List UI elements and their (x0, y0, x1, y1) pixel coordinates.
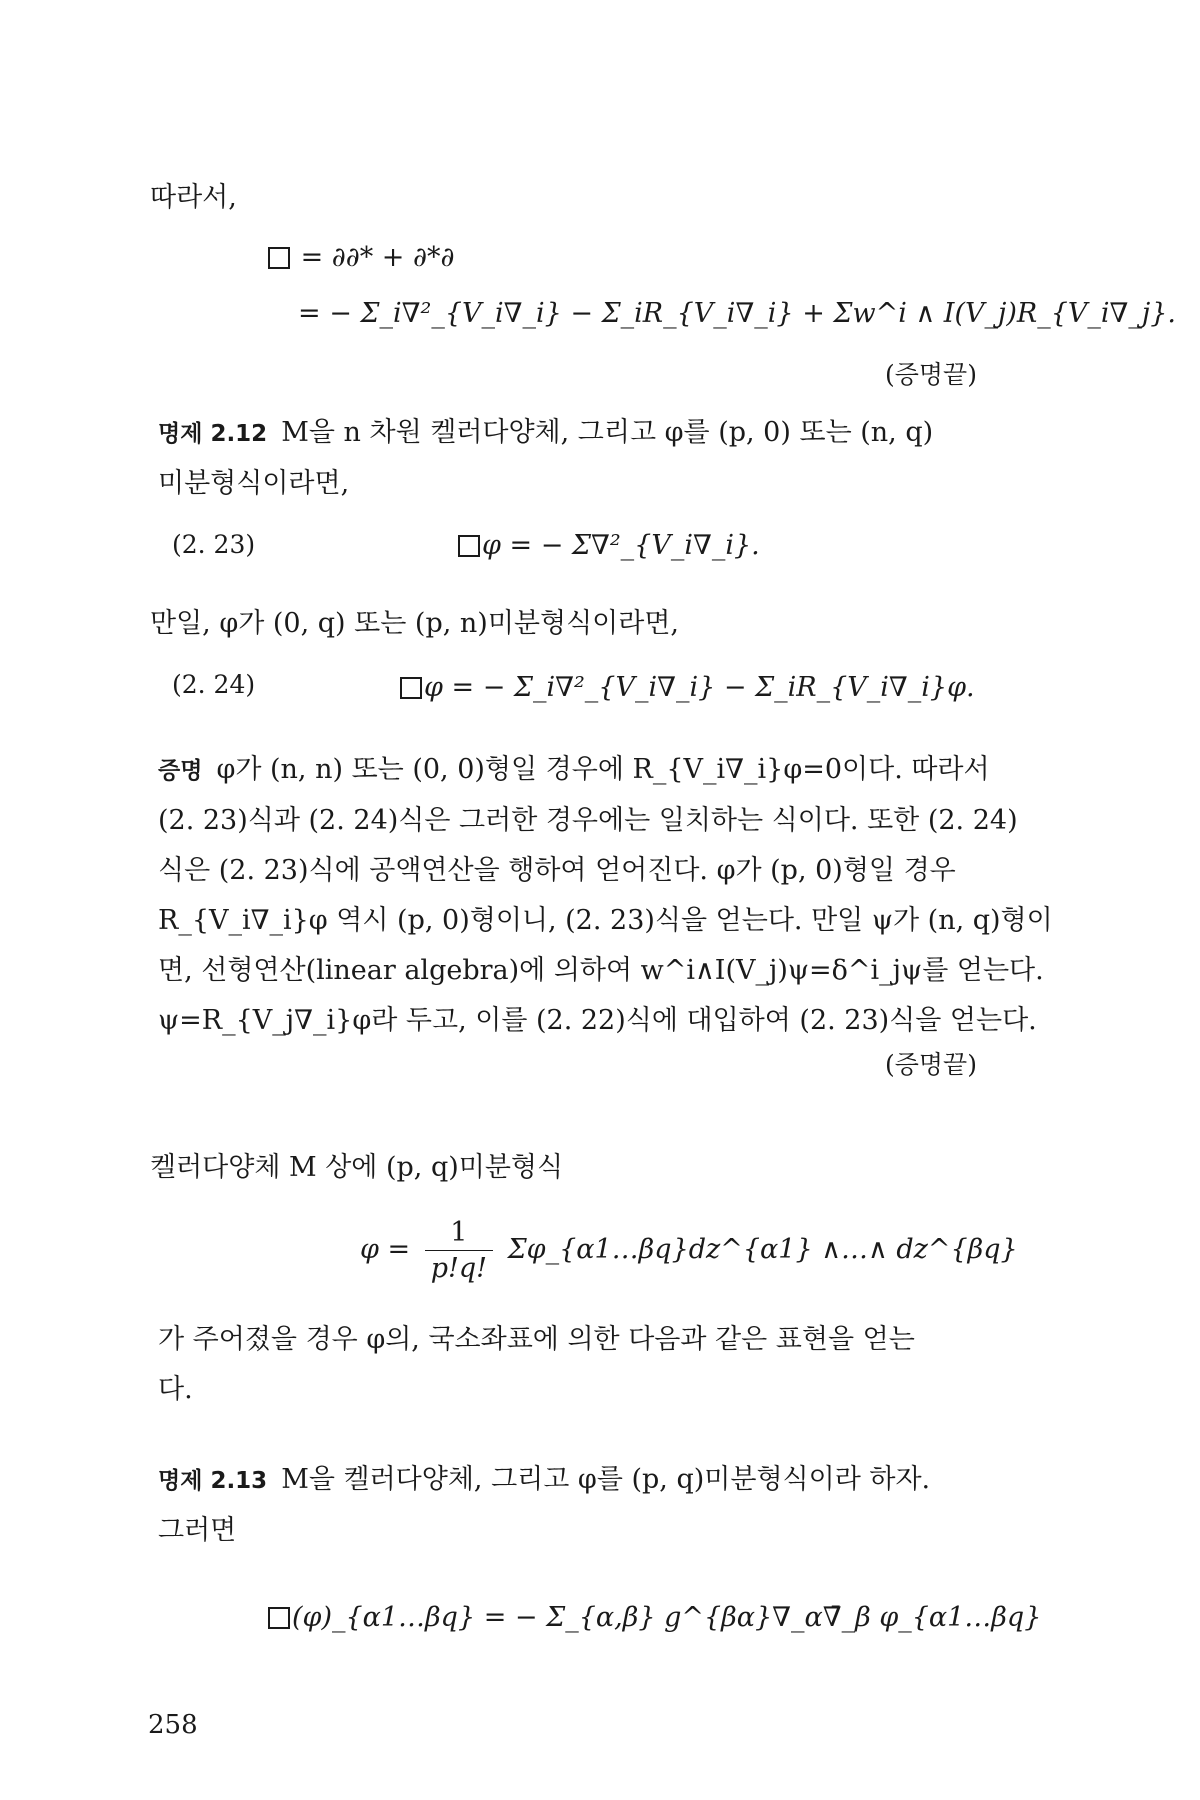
differential-form-definition: φ = $\frac{1}{p!q!}$ Σφ_{α1…βq}dz^{α1} ∧…∧ dz^{βq} (360, 1215, 1018, 1286)
box-operator-icon (268, 1607, 290, 1629)
proposition-2-12 (158, 408, 1028, 509)
given-text: 가 주어졌을 경우 φ의, 국소좌표에 의한 다음과 같은 표현을 얻는 다. (158, 1324, 915, 1405)
proposition-text-cont: 미분형식이라면, (158, 468, 350, 499)
qed-mark-1: (증명끝) (885, 360, 977, 389)
equation-number-2-23: (2. 23) (172, 530, 256, 559)
proposition-2-13: 명제 2.13 M을 켈러다양체, 그리고 φ를 (p, q)미분형식이라 하자. 그러면 (158, 1464, 931, 1546)
laplacian-equation-1: = ∂∂* + ∂*∂ (268, 240, 454, 275)
conditional-text: 만일, φ가 (0, q) 또는 (p, n)미분형식이라면, (150, 608, 679, 639)
proposition-label: 명제 2.13 (158, 1468, 268, 1494)
qed-mark-2: (증명끝) (885, 1050, 977, 1079)
local-coordinate-laplacian: (φ)_{α1…βq} = − Σ_{α,β} g^{βα}∇_α∇̄_β φ_{α1…βq} (268, 1600, 1041, 1635)
box-operator-icon (458, 535, 480, 557)
equation-2-24: φ = − Σ_i∇²_{V_i∇_i} − Σ_iR_{V_i∇_i}φ. (400, 670, 975, 705)
intro-text: 따라서, (150, 182, 237, 213)
proposition-text: M을 n 차원 켈러다양체, 그리고 φ를 (p, 0) 또는 (n, q) (281, 417, 934, 448)
equation-number-2-24: (2. 24) (172, 670, 256, 699)
laplacian-equation-2: = − Σ_i∇²_{V_i∇_i} − Σ_iR_{V_i∇_i} + Σw^i ∧ I(V_j)R_{V_i∇_j}. (298, 298, 1177, 329)
box-operator-icon (268, 247, 290, 269)
box-operator-icon (400, 677, 422, 699)
equation-2-23: φ = − Σ∇²_{V_i∇_i}. (458, 528, 760, 563)
proposition-label: 명제 2.12 (158, 421, 268, 447)
kahler-manifold-text: 켈러다양체 M 상에 (p, q)미분형식 (150, 1152, 564, 1183)
page-number: 258 (148, 1710, 198, 1740)
proof-label: 증명 (158, 758, 203, 784)
fraction: $\frac{1}{p!q!}$ (425, 1215, 493, 1286)
proof-block: 증명 φ가 (n, n) 또는 (0, 0)형일 경우에 R_{V_i∇_i}φ=0이다. 따라서 (2. 23)식과 (2. 24)식은 그러한 경우에는 일치하는 식이다. 또한 (2. 24) 식은 (2. 23)식에 공액연산을 행하여 얻어진다. φ가 (p, 0)형일 경우 R_{V_i∇_i}φ 역시 (p, 0)형이니, (2. 23)식을 얻는다. 만일 ψ가 (n, q)형이 면, 선형연산(linear algebra)에 의하여 w^i∧I(V_j)ψ=δ^i_jψ를 얻는다. ψ=R_{V_j∇_i}φ라 두고, 이를 (2. 22)식에 대입하여 (2. 23)식을 얻는다. (158, 754, 1053, 1036)
